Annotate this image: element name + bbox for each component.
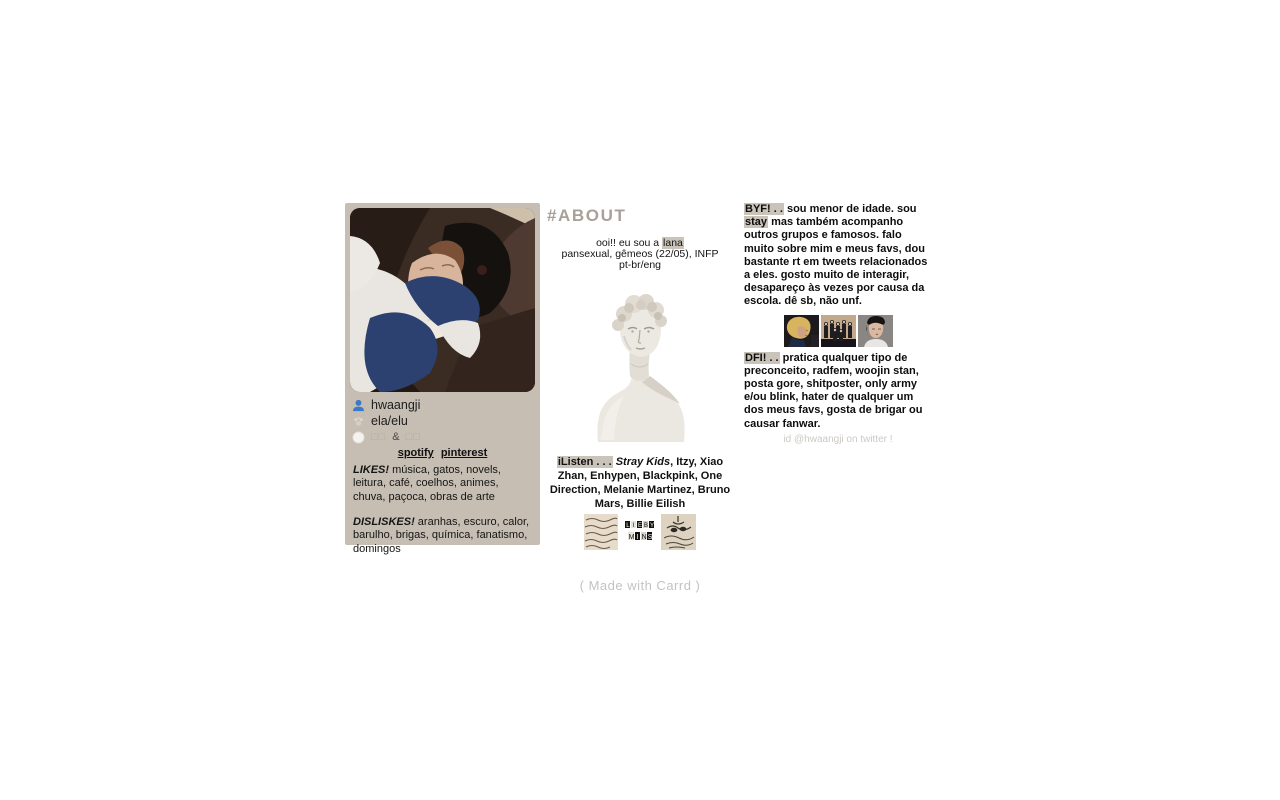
sketch-paper-image (661, 514, 696, 550)
pronouns-text: ela/elu (371, 414, 408, 428)
dfi-text-body: pratica qualquer tipo de preconceito, radfem, woojin stan, posta gore, shitposter, only army e/ou blink, hater de qualquer um dos meus favs, gosta de brigar ou causar fanwar. (744, 351, 923, 430)
intro-line-2: pansexual, gêmeos (22/05), INFP (561, 248, 719, 260)
sleeping-person-photo-art (350, 208, 535, 392)
svg-text:E: E (638, 523, 643, 529)
made-with-carrd-footer: ( Made with Carrd ) (579, 578, 701, 593)
twitter-id-note: id @hwaangji on twitter ! (783, 433, 893, 445)
intro-name-highlight: lana (663, 237, 683, 249)
dfi-label-highlight: DFI! . . (745, 351, 779, 364)
svg-text:M: M (628, 534, 635, 541)
svg-text:B: B (644, 523, 649, 529)
byf-label-highlight: BYF! . . (745, 203, 783, 215)
username-text: hwaangji (371, 398, 421, 412)
listen-paragraph (548, 455, 732, 511)
byf-text-pre: sou menor de idade. sou (786, 203, 917, 215)
dislikes-label: DISLISKES! (353, 516, 415, 528)
about-column (540, 203, 740, 550)
boxes-row (352, 429, 534, 445)
letter-collage-image (624, 518, 655, 546)
beret-person-photo (858, 315, 893, 347)
tofu-boxes-left: □□ (371, 431, 387, 443)
white-circle-icon (352, 431, 365, 444)
intro-text (540, 238, 740, 271)
likes-paragraph (353, 464, 533, 504)
social-links (345, 447, 540, 459)
intro-line-3: pt-br/eng (618, 259, 662, 271)
ampersand-text: & (392, 431, 400, 443)
byf-column (744, 203, 932, 445)
listen-image-row (540, 514, 740, 550)
spotify-link[interactable]: spotify (397, 447, 434, 459)
likes-label: LIKES! (353, 464, 390, 476)
listen-artists-text: , Itzy, Xiao Zhan, Enhypen, Blackpink, One Direction, Melanie Martinez, Bruno Mars, Billie Eilish (549, 456, 731, 510)
byf-stay-highlight: stay (745, 216, 768, 229)
david-bust-image (584, 284, 696, 446)
likes-text: música, gatos, novels, leitura, café, coelhos, animes, chuva, paçoca, obras de arte (353, 464, 501, 503)
pronouns-row (352, 413, 534, 429)
blonde-person-photo (784, 315, 819, 347)
dislikes-text: aranhas, escuro, calor, barulho, brigas, química, fanatismo, domingos (353, 516, 530, 555)
david-bust-art (584, 284, 696, 446)
byf-text-post: mas também acompanho outros grupos e famosos. falo muito sobre mim e meus favs, dou bastante rt em tweets relacionados a eles. gosto muito de interagir, desapareço às vezes por causa da escola. dê sb, não unf. (744, 216, 928, 308)
person-icon (352, 399, 365, 412)
svg-text:I: I (632, 523, 635, 529)
listen-first-artist: Stray Kids (615, 456, 671, 468)
svg-text:L: L (626, 523, 630, 529)
paw-icon (352, 415, 365, 428)
listen-label-highlight: iListen . . . (557, 456, 612, 468)
about-heading: #ABOUT (547, 206, 627, 225)
dislikes-paragraph (353, 516, 533, 556)
profile-card (345, 203, 540, 555)
intro-pre-text: ooi!! eu sou a (596, 237, 660, 249)
byf-paragraph (744, 203, 932, 309)
username-row (352, 397, 534, 413)
pinterest-link[interactable]: pinterest (440, 447, 488, 459)
svg-text:I: I (636, 534, 639, 541)
svg-text:N: N (641, 534, 647, 541)
tofu-boxes-right: □□ (405, 431, 421, 443)
profile-info-rows (352, 397, 534, 445)
handwriting-paper-image (584, 514, 618, 550)
group-photo (821, 315, 856, 347)
byf-image-row (744, 315, 932, 347)
profile-photo (350, 208, 535, 392)
svg-text:S: S (647, 534, 653, 541)
dfi-paragraph (744, 352, 932, 431)
svg-text:Y: Y (650, 523, 655, 529)
